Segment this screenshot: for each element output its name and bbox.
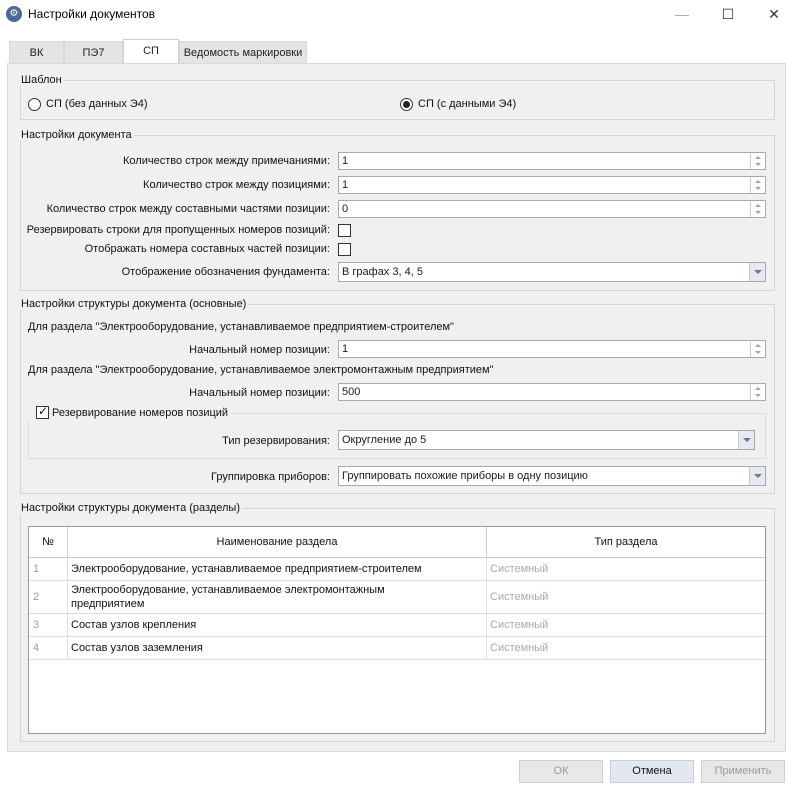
tab-pe7[interactable]: ПЭ7 [64,41,123,63]
template-group [20,74,775,120]
rows-between-notes-value[interactable]: 1 [342,155,349,167]
row-section-type: Системный [490,642,549,654]
tab-marking-list[interactable]: Ведомость маркировки [179,41,307,63]
show-part-numbers-checkbox[interactable] [338,243,351,256]
reserve-positions-checkbox[interactable] [36,406,49,419]
column-header-number[interactable]: № [29,527,68,558]
section1-caption: Для раздела "Электрооборудование, устанавливаемое предприятием-строителем" [28,321,454,333]
section2-start-label: Начальный номер позиции: [189,387,330,399]
rows-between-notes-label: Количество строк между примечаниями: [123,155,330,167]
foundation-display-label: Отображение обозначения фундамента: [121,266,330,278]
row-number: 3 [29,614,68,636]
section2-caption: Для раздела "Электрооборудование, устанавливаемое электромонтажным предприятием" [28,364,494,376]
row-section-type: Системный [490,591,549,603]
minimize-button[interactable]: — [675,6,689,22]
section1-start-spinner[interactable] [338,340,766,358]
column-header-type[interactable]: Тип раздела [487,527,765,558]
chevron-down-icon[interactable] [749,467,765,485]
radio-sp-without-e4[interactable] [28,98,41,111]
cancel-button[interactable]: Отмена [610,760,694,783]
structure-main-title: Настройки структуры документа (основные) [21,298,247,310]
row-section-name: Состав узлов заземления [68,637,487,659]
table-row[interactable] [29,558,765,581]
chevron-down-icon[interactable] [738,431,754,449]
section2-start-spinner[interactable] [338,383,766,401]
row-section-name: Электрооборудование, устанавливаемое предприятием-строителем [68,558,487,580]
row-number: 1 [29,558,68,580]
structure-sections-title: Настройки структуры документа (разделы) [21,502,241,514]
rows-between-notes-spinner[interactable] [338,152,766,170]
table-row[interactable] [29,614,765,637]
row-section-name: Электрооборудование, устанавливаемое электромонтажным предприятием [68,581,487,613]
table-row[interactable] [29,637,765,660]
radio-sp-with-e4-label[interactable]: СП (с данными Э4) [418,98,517,110]
tab-sp[interactable]: СП [123,39,179,63]
grouping-select[interactable] [338,466,766,486]
rows-between-parts-value[interactable]: 0 [342,203,349,215]
reserve-positions-label[interactable]: Резервирование номеров позиций [52,407,231,419]
sections-table[interactable] [28,526,766,734]
foundation-display-value[interactable]: В графах 3, 4, 5 [342,266,423,278]
window-title: Настройки документов [28,7,156,21]
radio-sp-with-e4[interactable] [400,98,413,111]
rows-between-parts-label: Количество строк между составными частями позиции: [46,203,330,215]
spinner-arrows-icon[interactable] [750,384,765,400]
reserve-missing-rows-checkbox[interactable] [338,224,351,237]
section2-start-value[interactable]: 500 [342,386,361,398]
foundation-display-select[interactable] [338,262,766,282]
ok-button[interactable]: ОК [519,760,603,783]
title-bar [0,0,797,28]
row-section-type: Системный [490,619,549,631]
radio-sp-without-e4-label[interactable]: СП (без данных Э4) [46,98,148,110]
close-button[interactable]: ✕ [768,6,780,22]
chevron-down-icon[interactable] [749,263,765,281]
row-section-name: Состав узлов крепления [68,614,487,636]
row-number: 4 [29,637,68,659]
doc-settings-title: Настройки документа [21,129,132,141]
spinner-arrows-icon[interactable] [750,201,765,217]
table-row[interactable] [29,581,765,614]
spinner-arrows-icon[interactable] [750,341,765,357]
reserve-type-label: Тип резервирования: [222,435,330,447]
app-icon: ⚙ [6,6,22,22]
reserve-type-select[interactable] [338,430,755,450]
rows-between-positions-value[interactable]: 1 [342,179,349,191]
maximize-button[interactable]: ☐ [721,6,735,22]
template-group-title: Шаблон [21,74,62,86]
column-header-name[interactable]: Наименование раздела [68,527,487,558]
section1-start-value[interactable]: 1 [342,343,349,355]
tab-vk[interactable]: ВК [9,41,64,63]
spinner-arrows-icon[interactable] [750,153,765,169]
reserve-missing-rows-label: Резервировать строки для пропущенных номеров позиций: [26,224,330,236]
spinner-arrows-icon[interactable] [750,177,765,193]
section1-start-label: Начальный номер позиции: [189,344,330,356]
show-part-numbers-label: Отображать номера составных частей позиции: [84,243,330,255]
apply-button[interactable]: Применить [701,760,785,783]
rows-between-parts-spinner[interactable] [338,200,766,218]
reserve-type-value[interactable]: Округление до 5 [342,434,427,446]
grouping-label: Группировка приборов: [211,471,330,483]
row-section-type: Системный [490,563,549,575]
rows-between-positions-spinner[interactable] [338,176,766,194]
grouping-value[interactable]: Группировать похожие приборы в одну позицию [342,470,588,482]
row-number: 2 [29,581,68,613]
rows-between-positions-label: Количество строк между позициями: [143,179,330,191]
